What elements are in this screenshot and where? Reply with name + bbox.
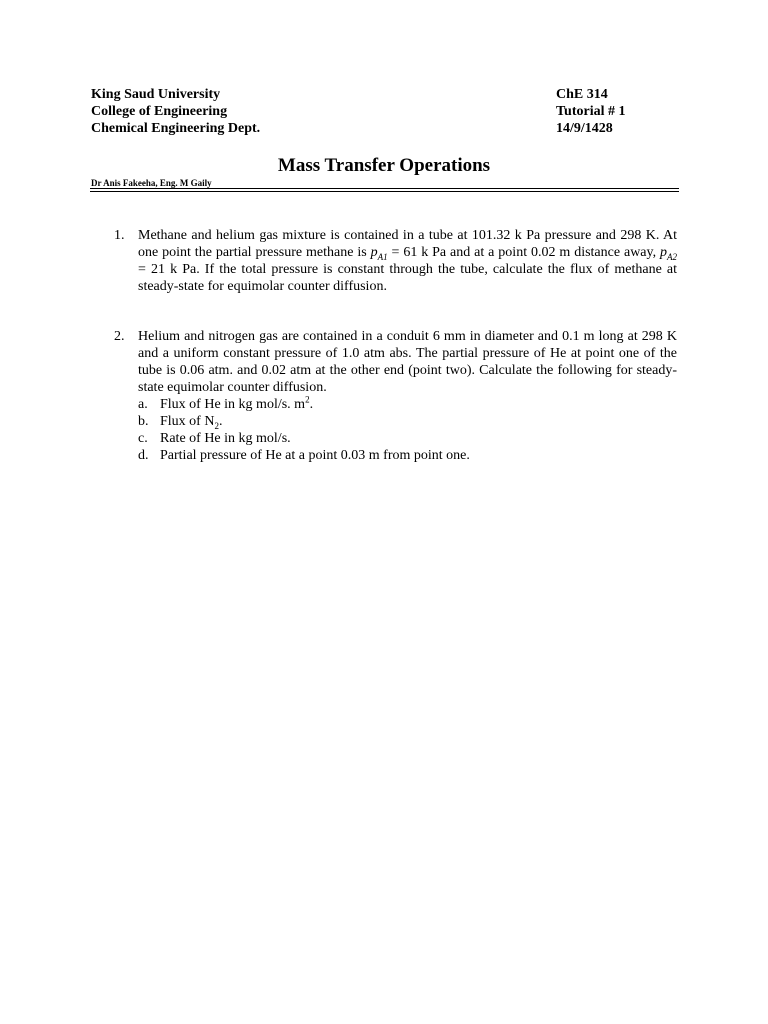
- superscript: 2: [305, 394, 310, 405]
- header-rule-bottom: [90, 191, 679, 192]
- sub-question-b: [138, 413, 677, 430]
- sub-question-text: Rate of He in kg mol/s.: [160, 431, 291, 446]
- question-text: Helium and nitrogen gas are contained in a conduit 6 mm in diameter and 0.1 m long at 298 K and a uniform constant pressure of 1.0 atm abs. The partial pressure of He at point one of the tube is 0.06 atm. and 0.02 atm at the other end (point two). Calculate the following for steady-state equimolar counter diffusion.: [138, 329, 677, 395]
- sub-question-list: [138, 396, 677, 464]
- question-number: 1.: [114, 228, 125, 243]
- sub-question-a: [138, 396, 677, 413]
- question-2: [114, 328, 677, 464]
- sub-question-letter: b.: [138, 414, 149, 429]
- course-code: ChE 314: [556, 87, 608, 102]
- question-text-part: Methane and helium gas mixture is contained in a tube at 101.32 k Pa pressure and 298 K. At one point the partial pressure methane is: [138, 228, 677, 260]
- question-text: [138, 227, 677, 295]
- date: 14/9/1428: [556, 121, 613, 136]
- sub-question-text: Partial pressure of He at a point 0.03 m from point one.: [160, 448, 470, 463]
- header-rule-top: [90, 188, 679, 189]
- sub-question-end: .: [309, 397, 314, 412]
- authors-line: Dr Anis Fakeeha, Eng. M Gaily: [91, 178, 212, 188]
- question-text-part: = 21 k Pa. If the total pressure is constant through the tube, calculate the flux of methane at steady-state for equimolar counter diffusion.: [138, 262, 677, 294]
- sub-question-d: [138, 447, 677, 464]
- sub-question-letter: c.: [138, 431, 148, 446]
- sub-question-letter: a.: [138, 397, 148, 412]
- document-title: Mass Transfer Operations: [277, 155, 491, 176]
- sub-question-c: [138, 430, 677, 447]
- sub-question-end: .: [218, 414, 223, 429]
- tutorial-number: Tutorial # 1: [556, 104, 626, 119]
- pressure-subscript: A2: [667, 251, 678, 262]
- header-course-info: [556, 86, 626, 137]
- college-name: College of Engineering: [91, 104, 228, 119]
- department-name: Chemical Engineering Dept.: [91, 121, 261, 136]
- pressure-symbol: p: [660, 245, 668, 260]
- pressure-symbol: p: [370, 245, 378, 260]
- university-name: King Saud University: [91, 87, 221, 102]
- subscript: 2: [214, 420, 219, 431]
- sub-question-text: Flux of He in kg mol/s. m: [160, 397, 306, 412]
- question-1: [114, 227, 677, 295]
- pressure-subscript: A1: [377, 251, 388, 262]
- question-text-part: = 61 k Pa and at a point 0.02 m distance away,: [387, 245, 661, 260]
- header-institution: [91, 86, 260, 137]
- sub-question-letter: d.: [138, 448, 149, 463]
- question-number: 2.: [114, 329, 125, 344]
- sub-question-text: Flux of N: [160, 414, 215, 429]
